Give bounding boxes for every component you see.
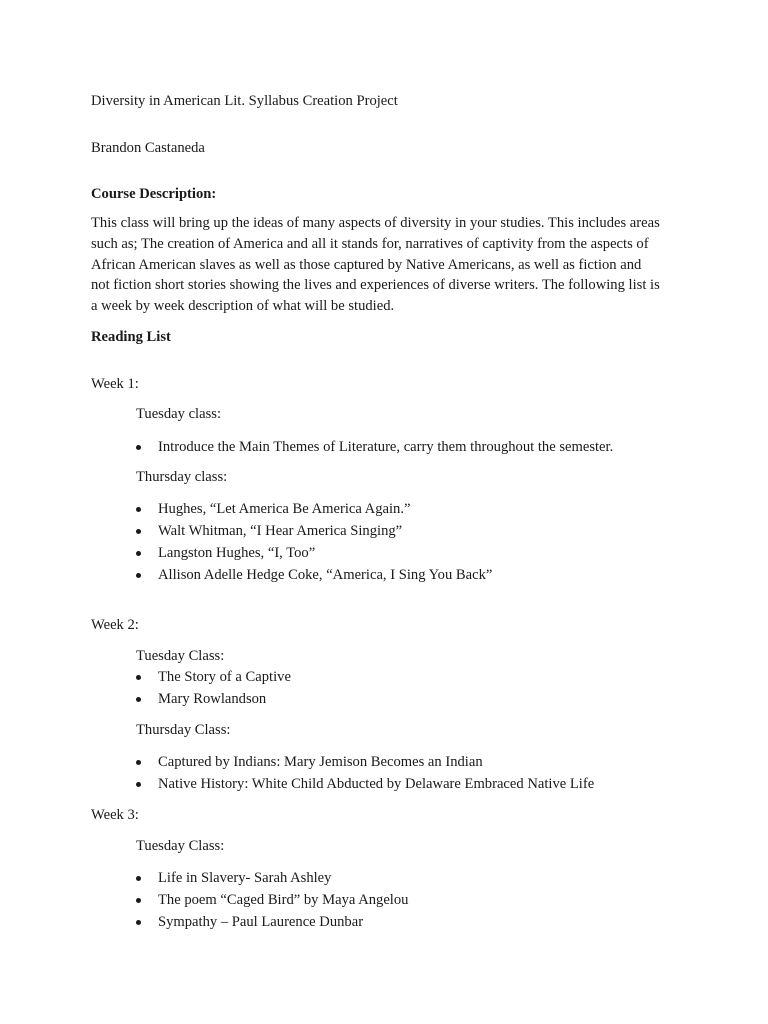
author-name: Brandon Castaneda bbox=[91, 140, 205, 156]
list-item: The Story of a Captive bbox=[136, 666, 291, 688]
week-3-tuesday-label: Tuesday Class: bbox=[136, 838, 225, 854]
week-2-tuesday-label: Tuesday Class: bbox=[136, 648, 225, 664]
description-line: African American slaves as well as those captured by Native Americans, as well as fiction and bbox=[91, 256, 642, 273]
list-item: Allison Adelle Hedge Coke, “America, I Sing You Back” bbox=[136, 564, 492, 586]
list-item: Life in Slavery- Sarah Ashley bbox=[136, 867, 408, 889]
document-title: Diversity in American Lit. Syllabus Creation Project bbox=[91, 93, 398, 109]
reading-list-heading: Reading List bbox=[91, 329, 171, 345]
description-line: such as; The creation of America and all it stands for, narratives of captivity from the aspects of bbox=[91, 235, 649, 252]
description-line: This class will bring up the ideas of many aspects of diversity in your studies. This includes areas bbox=[91, 215, 660, 231]
week-2-tuesday-list bbox=[136, 666, 291, 710]
description-line: not fiction short stories showing the lives and experiences of diverse writers. The following list is bbox=[91, 277, 660, 294]
week-2-label: Week 2: bbox=[91, 617, 139, 633]
week-3-tuesday-list bbox=[136, 867, 408, 933]
week-1-tuesday-label: Tuesday class: bbox=[136, 406, 221, 422]
week-2-thursday-label: Thursday Class: bbox=[136, 722, 231, 738]
course-description-heading: Course Description: bbox=[91, 186, 217, 202]
list-item: Captured by Indians: Mary Jemison Becomes an Indian bbox=[136, 751, 594, 773]
list-item: Hughes, “Let America Be America Again.” bbox=[136, 498, 492, 520]
week-1-tuesday-list bbox=[136, 436, 613, 458]
list-item: Native History: White Child Abducted by Delaware Embraced Native Life bbox=[136, 773, 594, 795]
week-1-label: Week 1: bbox=[91, 376, 139, 392]
week-3-label: Week 3: bbox=[91, 807, 139, 823]
list-item: Introduce the Main Themes of Literature, carry them throughout the semester. bbox=[136, 436, 613, 458]
list-item: The poem “Caged Bird” by Maya Angelou bbox=[136, 889, 408, 911]
week-1-thursday-label: Thursday class: bbox=[136, 469, 228, 485]
description-line: a week by week description of what will be studied. bbox=[91, 298, 395, 315]
list-item: Walt Whitman, “I Hear America Singing” bbox=[136, 520, 492, 542]
course-description-paragraph bbox=[91, 213, 659, 317]
list-item: Mary Rowlandson bbox=[136, 688, 291, 710]
list-item: Langston Hughes, “I, Too” bbox=[136, 542, 492, 564]
list-item: Sympathy – Paul Laurence Dunbar bbox=[136, 911, 408, 933]
week-1-thursday-list bbox=[136, 498, 492, 586]
week-2-thursday-list bbox=[136, 751, 594, 795]
